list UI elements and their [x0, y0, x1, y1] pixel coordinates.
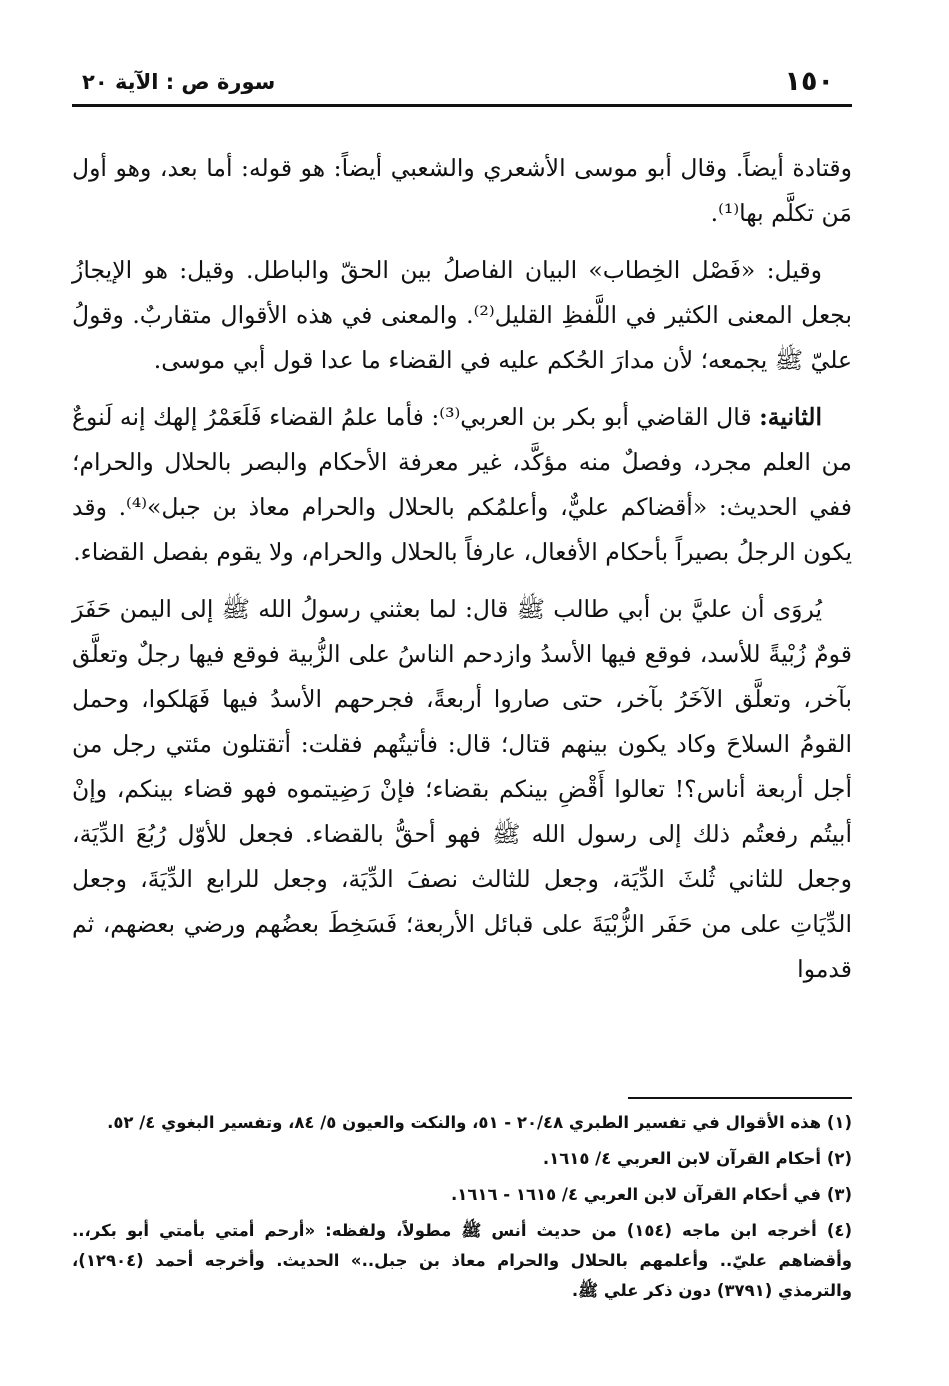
page-number: ١٥٠	[784, 66, 834, 97]
book-page	[72, 62, 852, 1300]
paragraph-3	[72, 395, 852, 575]
footnote-divider	[628, 1097, 852, 1099]
running-title: سورة ص : الآية ٢٠	[82, 70, 276, 94]
paragraph-2: وقيل: «فَصْل الخِطاب» البيان الفاصلُ بين الحقّ والباطل. وقيل: هو الإيجازُ بجعل المعنى الكثير في اللَّفظِ القليل⁽²⁾. والمعنى في هذه الأقوال متقاربٌ. وقولُ عليّ ﷺ يجمعه؛ لأن مدارَ الحُكم عليه في القضاء ما عدا قول أبي موسى.	[72, 256, 852, 374]
page-header	[72, 62, 852, 102]
paragraph-3-text: قال القاضي أبو بكر بن العربي⁽³⁾: فأما علمُ القضاء فَلَعَمْرُ إلهك إنه لَنوعٌ من العلم مجرد، وفصلٌ منه مؤكَّد، غير معرفة الأحكام والبصر بالحلال والحرام؛ ففي الحديث: «أقضاكم عليٌّ، وأعلمُكم بالحلال والحرام معاذ بن جبل»⁽⁴⁾. وقد يكون الرجلُ بصيراً بأحكام الأفعال، عارفاً بالحلال والحرام، ولا يقوم بفصل القضاء.	[72, 403, 852, 566]
header-divider	[72, 104, 852, 107]
section-lead-label: الثانية:	[759, 403, 822, 431]
paragraph-1: وقتادة أيضاً. وقال أبو موسى الأشعري والشعبي أيضاً: هو قوله: أما بعد، وهو أول مَن تكلَّم بها⁽¹⁾.	[72, 154, 852, 227]
main-text	[72, 146, 852, 1004]
footnote-3: (٣) في أحكام القرآن لابن العربي ٤/ ١٦١٥ - ١٦١٦.	[450, 1185, 852, 1204]
footnote-2: (٢) أحكام القرآن لابن العربي ٤/ ١٦١٥.	[542, 1149, 852, 1168]
footnote-4: (٤) أخرجه ابن ماجه (١٥٤) من حديث أنس ﷺ مطولاً، ولفظه: «أرحم أمتي بأمتي أبو بكر،.. وأقضاهم عليّ.. وأعلمهم بالحلال والحرام معاذ بن جبل..» الحديث. وأخرجه أحمد (١٢٩٠٤)، والترمذي (٣٧٩١) دون ذكر علي ﷺ.	[72, 1221, 852, 1300]
footnotes	[72, 1108, 852, 1312]
footnote-1: (١) هذه الأقوال في تفسير الطبري ٢٠/٤٨ - ٥١، والنكت والعيون ٥/ ٨٤، وتفسير البغوي ٤/ ٥٢.	[107, 1113, 852, 1132]
paragraph-4: يُروَى أن عليَّ بن أبي طالب ﷺ قال: لما بعثني رسولُ الله ﷺ إلى اليمن حَفَرَ قومٌ زُبْيةً للأسد، فوقع فيها الأسدُ وازدحم الناسُ على الزُّبية فوقع فيها رجلٌ وتعلَّق بآخر، وتعلَّق الآخَرُ بآخر، حتى صاروا أربعةً، فجرحهم الأسدُ فيها فَهَلكوا، وحمل القومُ السلاحَ وكاد يكون بينهم قتال؛ قال: فأتيتُهم فقلت: أتقتلون مئتي رجل من أجل أربعة أناس؟! تعالوا أَقْضِ بينكم بقضاء؛ فإنْ رَضِيتموه فهو قضاء بينكم، وإنْ أبيتُم رفعتُم ذلك إلى رسول الله ﷺ فهو أحقُّ بالقضاء. فجعل للأوّل رُبُعَ الدِّيَة، وجعل للثاني ثُلثَ الدِّيَة، وجعل للثالث نصفَ الدِّيَة، وجعل للرابع الدِّيَةَ، وجعل الدِّيَاتِ على من حَفَر الزُّبْيَةَ على قبائل الأربعة؛ فَسَخِطَ بعضُهم ورضي بعضهم، ثم قدموا	[72, 595, 852, 983]
